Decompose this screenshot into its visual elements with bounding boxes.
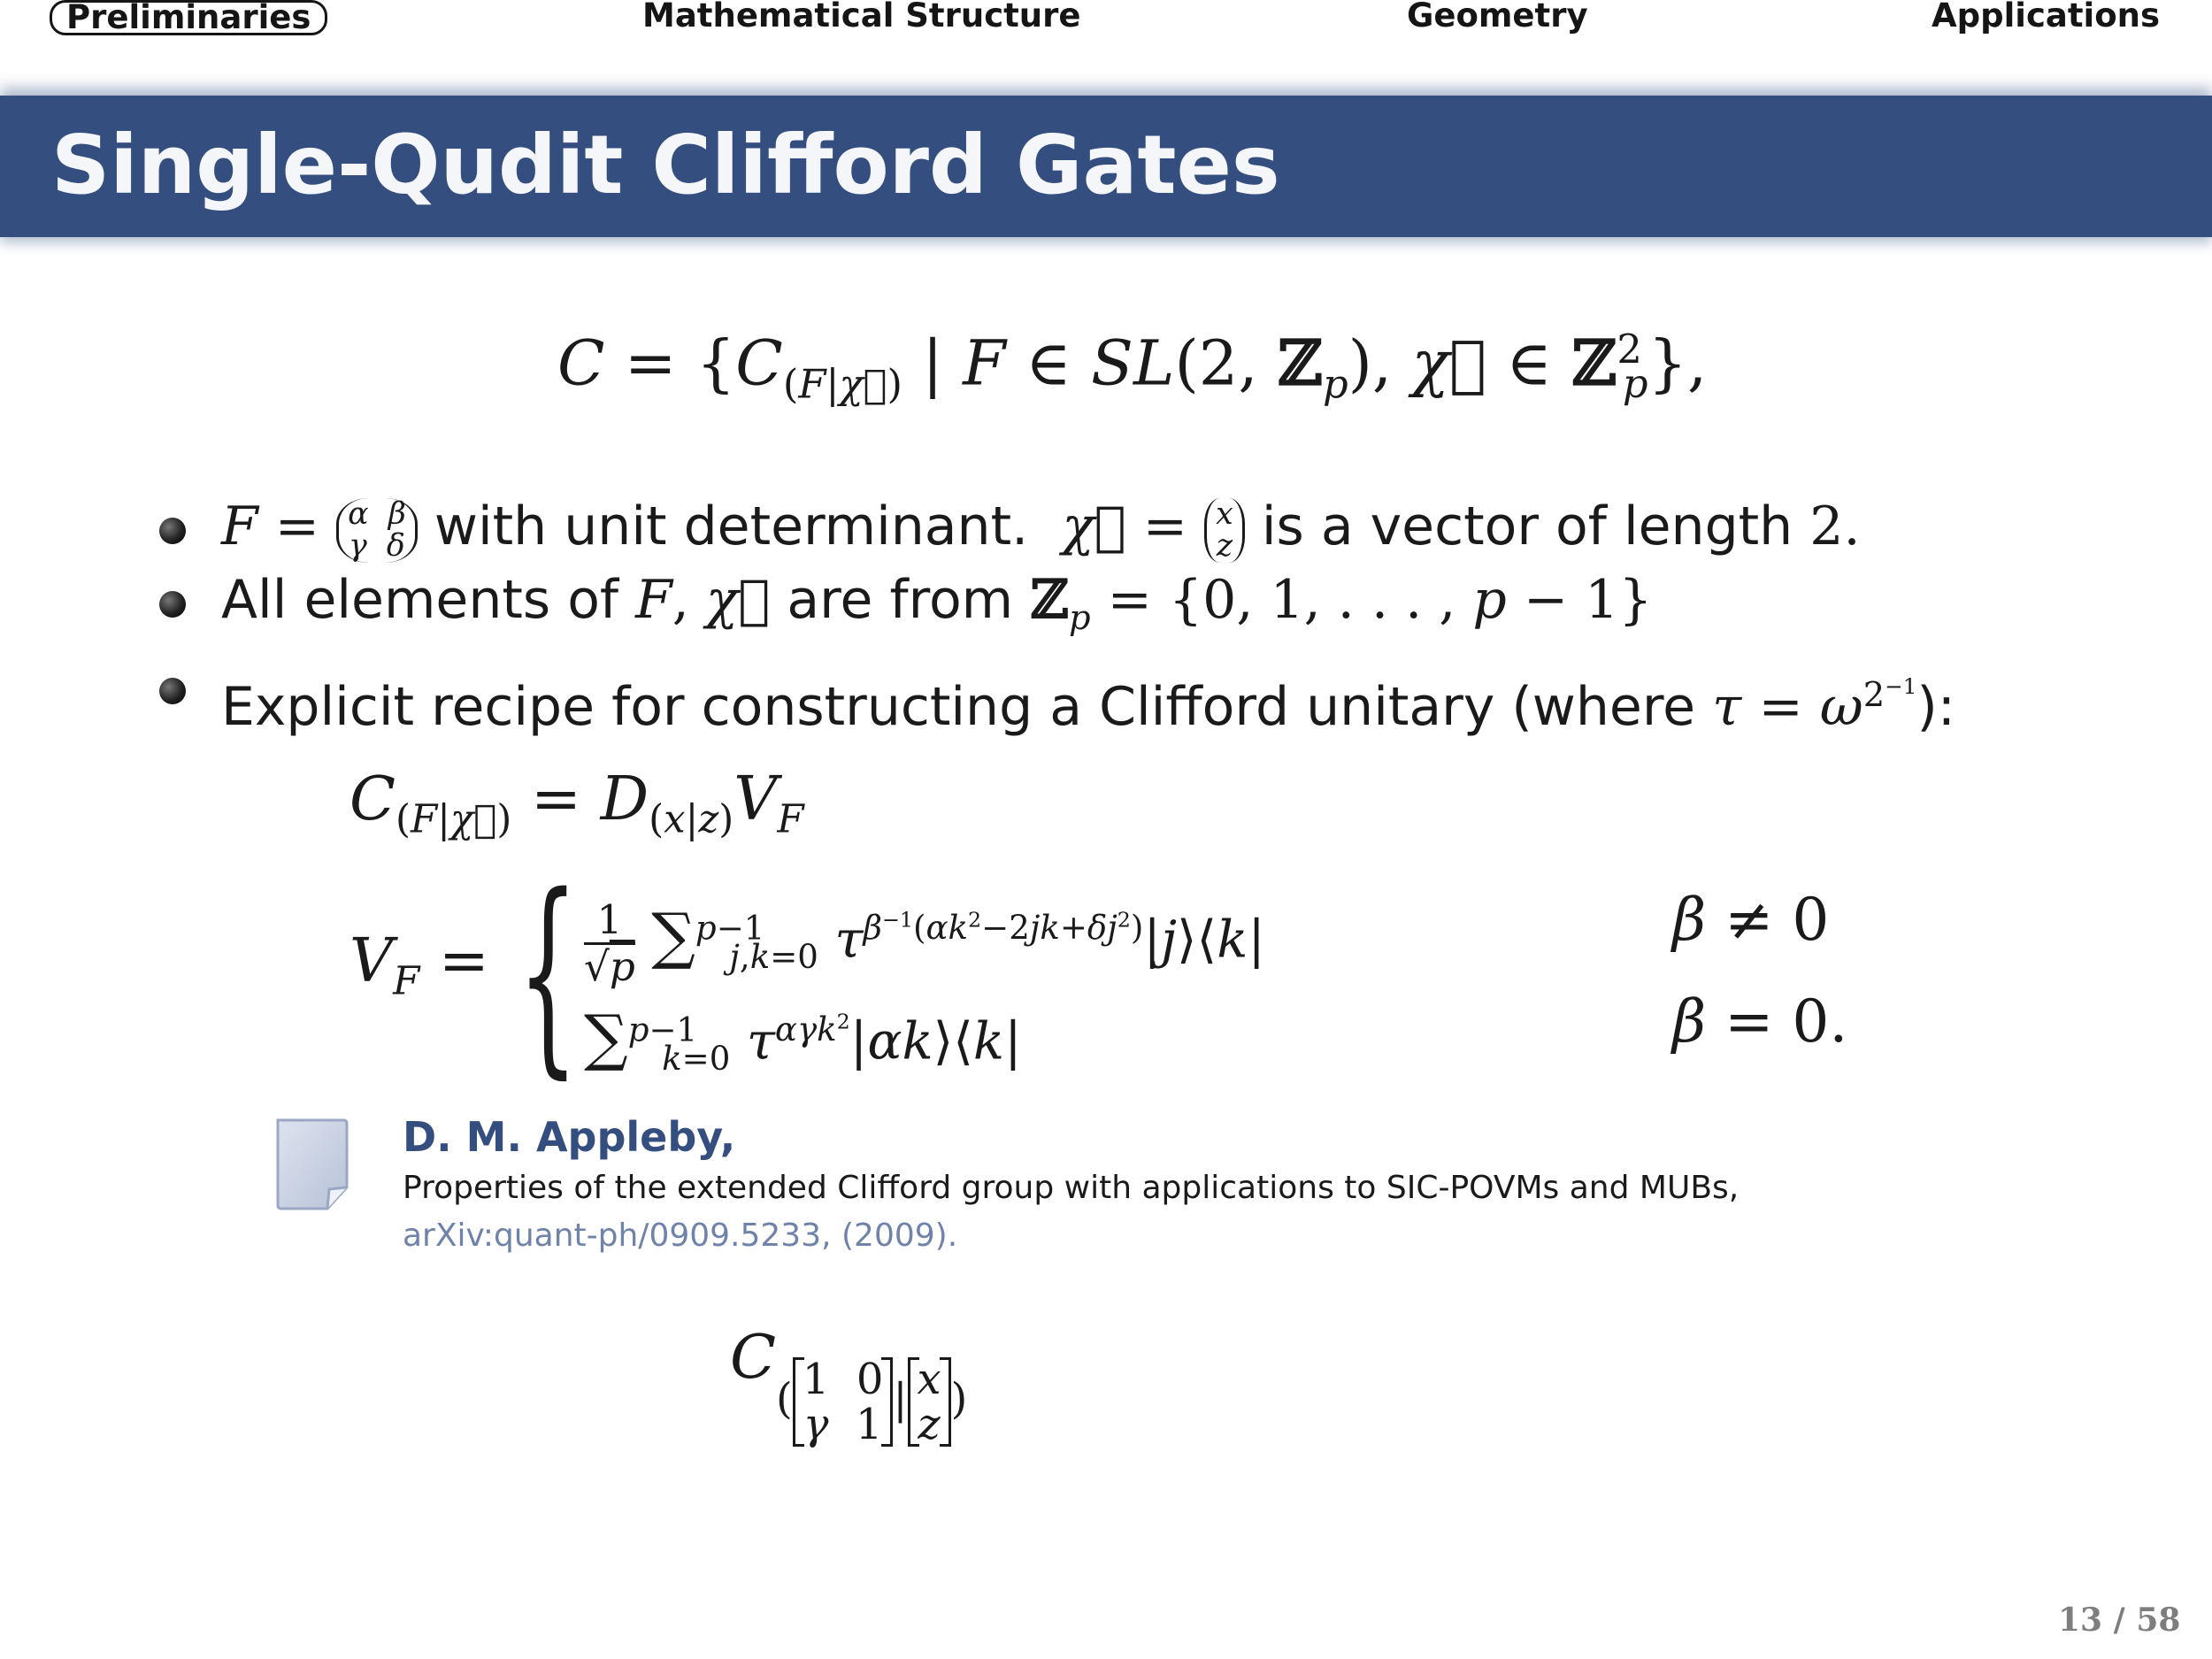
tau-definition: $\tau = \omega^{2^{-1}}$	[1712, 673, 1917, 738]
bullet-text: ):	[1916, 675, 1956, 738]
bullet-text: are from	[787, 569, 1014, 631]
bullet-text: with unit determinant.	[434, 495, 1029, 557]
zp-definition: ℤ$_p$ = {0, 1, . . . , p − 1}	[1030, 569, 1653, 638]
section-navigation	[0, 0, 2212, 53]
f-chi-symbols: F, χ⃗	[635, 569, 771, 631]
condition-beta-nonzero: β ≠ 0	[1672, 886, 1830, 954]
vf-case-beta-nonzero: $\frac{1}{√p}$ ∑$^{p-1}_{j,k=0}$ $\tau^{\beta^{-1}(\alpha k^2-2jk+\delta j^2)}|j⟩⟨k|$	[584, 896, 1265, 991]
page-number: 13 / 58	[2058, 1601, 2181, 1639]
vf-lhs: $V_F$ =	[349, 926, 489, 1004]
vector-chi-definition: χ⃗ = x z	[1045, 495, 1245, 557]
reference-title: Properties of the extended Clifford group with applications to SIC-POVMs and MUBs,	[403, 1170, 1740, 1206]
reference-arxiv-link[interactable]: arXiv:quant-ph/0909.5233, (2009).	[403, 1217, 958, 1254]
reference-author: D. M. Appleby,	[403, 1113, 736, 1161]
bullet-text: is a vector of length	[1261, 495, 1793, 557]
document-icon	[273, 1117, 350, 1212]
nav-mathematical-structure[interactable]: Mathematical Structure	[642, 0, 1081, 35]
slide-title: Single-Qudit Clifford Gates	[51, 118, 1280, 212]
clifford-unitary-equation: $C_{(F|\chi⃗)} = D_{(x|z)}V_F$	[349, 764, 804, 842]
left-brace: {	[518, 849, 579, 1097]
bullet-text: Explicit recipe for constructing a Clifford unitary (where	[221, 675, 1696, 738]
nav-preliminaries[interactable]: Preliminaries	[50, 0, 327, 35]
vf-piecewise-definition	[349, 849, 1871, 1097]
clifford-group-definition: $C = \{C_{(F|\chi⃗)}$ | F ∈ SL(2, ℤ$_p$), χ⃗ ∈ ℤ$^2_p$},	[557, 326, 1708, 408]
vector-length: 2.	[1809, 495, 1861, 557]
vf-case-beta-zero: ∑$^{p-1}_{k=0}$ $\tau^{\alpha\gamma k^2}|\alpha k⟩⟨k|$	[584, 1002, 1022, 1079]
bullet-text: All elements of	[221, 569, 619, 631]
condition-beta-zero: β = 0.	[1672, 987, 1848, 1056]
nav-geometry[interactable]: Geometry	[1407, 0, 1588, 35]
clifford-example-formula: $C_{( 1 0 \gamma 1| x z)}$	[730, 1323, 968, 1449]
bullet-icon	[159, 678, 186, 704]
nav-applications[interactable]: Applications	[1932, 0, 2161, 35]
bullet-icon	[159, 591, 186, 618]
bullet-icon	[159, 518, 186, 544]
matrix-f-definition: F = α β γ δ	[221, 495, 418, 557]
